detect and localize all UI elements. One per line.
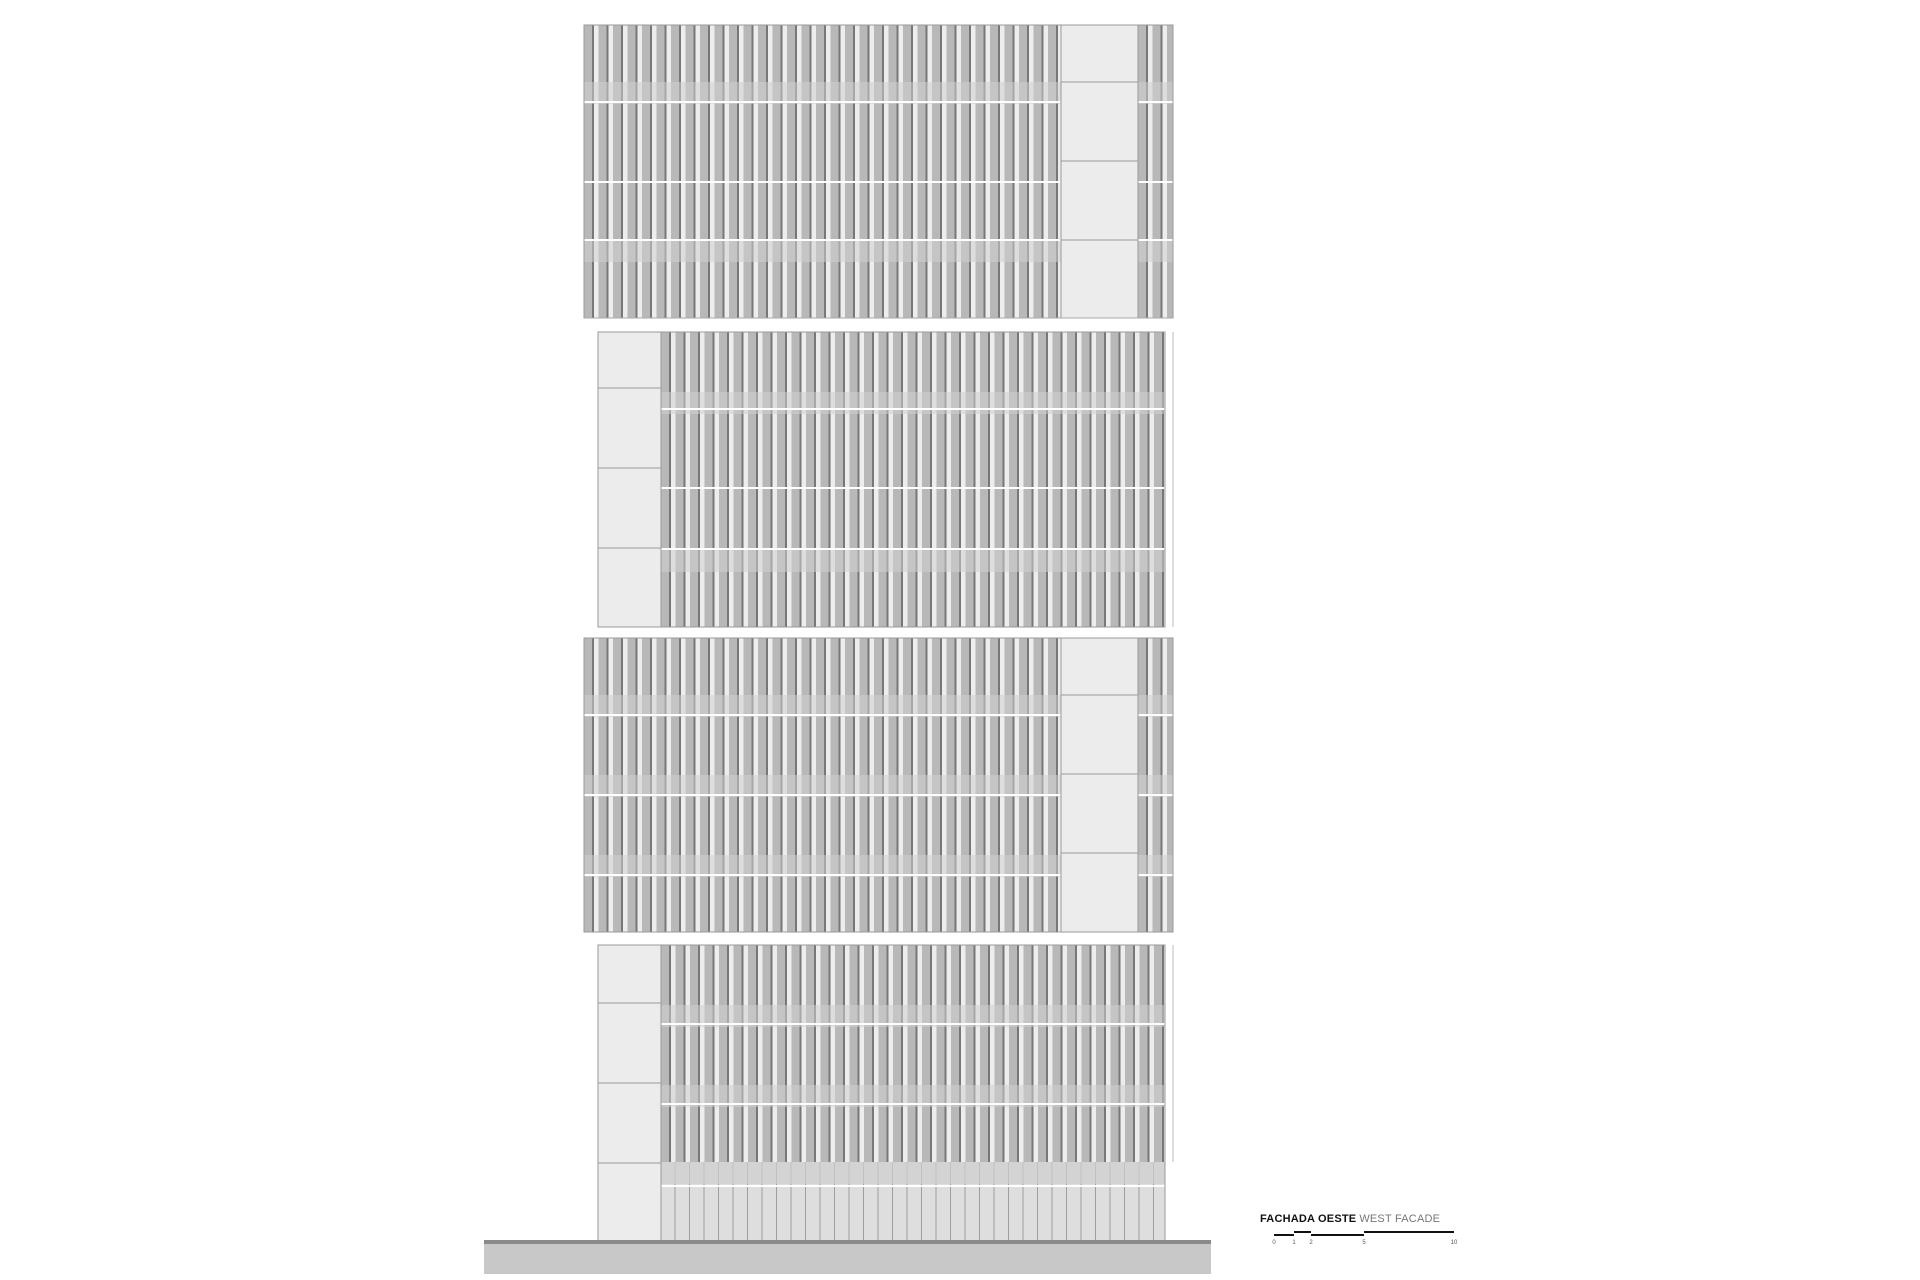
scale-tick-label: 1 bbox=[1292, 1240, 1296, 1246]
drawing-title bbox=[1260, 1213, 1440, 1225]
scale-tick-label: 0 bbox=[1272, 1240, 1276, 1246]
ground-floor-panels bbox=[661, 1162, 1165, 1242]
block-4-fins bbox=[661, 945, 1165, 1162]
block-3-band bbox=[584, 775, 1061, 797]
block-3-wall-panel bbox=[1061, 638, 1138, 932]
scale-tick-label: 2 bbox=[1309, 1240, 1313, 1246]
block-1-band bbox=[584, 82, 1061, 104]
block-1-fins-right bbox=[1138, 25, 1173, 318]
block-1 bbox=[584, 25, 1173, 318]
block-4 bbox=[598, 945, 1173, 1242]
block-4-wall-panel bbox=[598, 945, 661, 1242]
block-2-band bbox=[661, 550, 1165, 572]
block-3 bbox=[584, 638, 1173, 932]
block-1-band bbox=[1138, 240, 1173, 262]
block-3-band bbox=[1138, 695, 1173, 717]
block-2-fins bbox=[661, 332, 1165, 627]
ground bbox=[484, 1240, 1211, 1274]
block-3-band bbox=[584, 855, 1061, 877]
ground-slab bbox=[484, 1244, 1211, 1274]
block-2-band bbox=[661, 392, 1165, 414]
block-3-band bbox=[1138, 855, 1173, 877]
title-english: WEST FACADE bbox=[1359, 1213, 1441, 1225]
block-3-band bbox=[1138, 775, 1173, 797]
scale-tick-label: 5 bbox=[1362, 1240, 1366, 1246]
block-1-wall-panel bbox=[1061, 25, 1138, 318]
scale-bar bbox=[1274, 1232, 1454, 1235]
block-1-band bbox=[1138, 82, 1173, 104]
block-2 bbox=[598, 332, 1173, 627]
ground-line bbox=[484, 1240, 1211, 1244]
scale-tick-label: 10 bbox=[1450, 1240, 1458, 1246]
block-3-band bbox=[584, 695, 1061, 717]
block-1-fins bbox=[584, 25, 1061, 318]
title-portuguese: FACHADA OESTE bbox=[1260, 1213, 1357, 1225]
block-1-band bbox=[584, 240, 1061, 262]
block-2-wall-panel bbox=[598, 332, 661, 627]
